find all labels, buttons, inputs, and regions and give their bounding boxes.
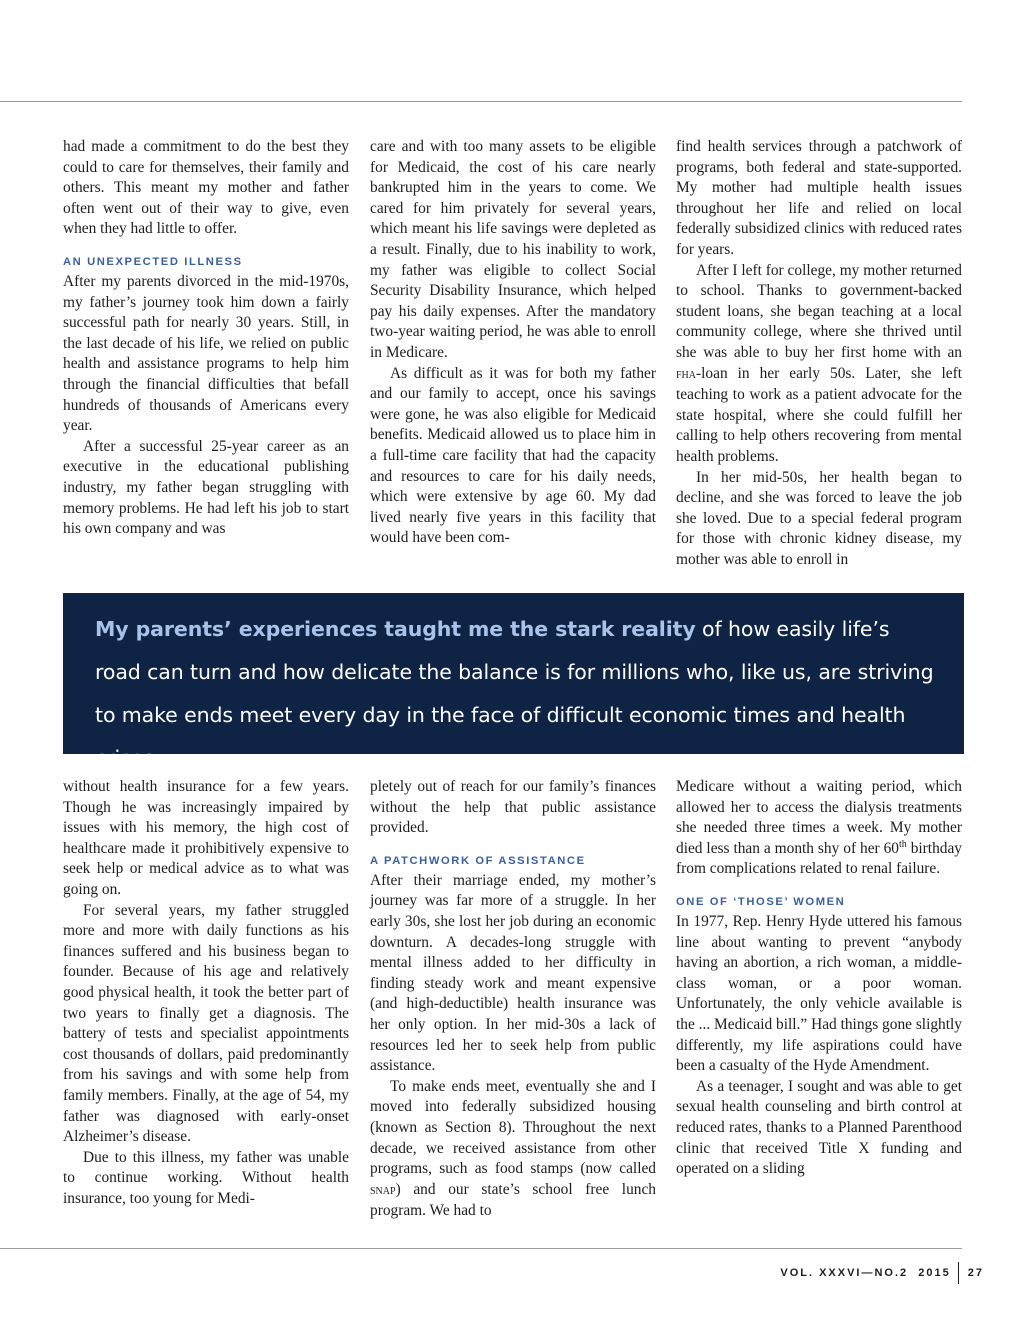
- paragraph-text: birthday from complications related to renal failure.: [676, 839, 962, 878]
- pull-quote-highlight: My parents’ experiences taught me the stark reality: [95, 617, 696, 641]
- page-number: 27: [967, 1267, 984, 1279]
- paragraph: [370, 1077, 656, 1222]
- superscript: th: [898, 838, 907, 850]
- paragraph-text: After I left for college, my mother returned to school. Thanks to government-backed student loans, she began teaching at a local community college, where she thrived until she was able to buy her first home with an: [676, 261, 962, 361]
- issue-label: VOL. XXXVI—NO.2 2015: [780, 1267, 951, 1279]
- abbreviation: snap: [370, 1182, 396, 1198]
- pull-quote-text: of how easily life’s road can turn and how delicate the balance is for millions who, like us, are striving to make ends meet every day in the face of difficult economic times and health crises.: [95, 617, 934, 770]
- paragraph: [676, 261, 962, 468]
- paragraph: For several years, my father struggled more and more with daily functions as his finances suffered and his business began to founder. Because of his age and relatively good physical health, it took the better part of two years to finally get a diagnosis. The battery of tests and specialist appointments cost thousands of dollars, paid predominantly from his savings and with some help from family members. Finally, at the age of 54, my father was diagnosed with early-onset Alzheimer’s disease.: [63, 901, 349, 1146]
- column-6: [676, 777, 962, 1180]
- paragraph: After a successful 25-year career as an executive in the educational publishing industry, my father began struggling with memory problems. He had left his job to start his own company and was: [63, 437, 349, 538]
- paragraph: After my parents divorced in the mid-1970s, my father’s journey took him down a fairly successful path for nearly 30 years. Still, in the last decade of his life, we relied on public health and assistance programs to help him through the financial difficulties that befall hundreds of thousands of Americans every year.: [63, 272, 349, 435]
- paragraph: [676, 777, 962, 880]
- column-3: [676, 137, 962, 570]
- paragraph: find health services through a patchwork of programs, both federal and state-supported. My mother had multiple health issues throughout her life and relied on local federally subsidized clinics with reduced rates for years.: [676, 138, 962, 258]
- page-footer: [780, 1262, 984, 1284]
- paragraph: Due to this illness, my father was unable to continue working. Without health insurance, too young for Medi-: [63, 1148, 349, 1207]
- abbreviation: fha: [676, 366, 697, 382]
- section-heading: ONE OF ‘THOSE’ WOMEN: [676, 895, 846, 908]
- paragraph-text: -loan in her early 50s. Later, she left teaching to work as a patient advocate for the state hospital, where she could fulfill her calling to help others recovering from mental health problems.: [676, 364, 962, 465]
- paragraph: pletely out of reach for our family’s finances without the help that public assistance provided.: [370, 778, 656, 837]
- pull-quote: [63, 593, 964, 770]
- section-heading: AN UNEXPECTED ILLNESS: [63, 255, 243, 268]
- top-rule: [0, 101, 962, 102]
- section-heading: A PATCHWORK OF ASSISTANCE: [370, 854, 586, 867]
- paragraph-text: ) and our state’s school free lunch program. We had to: [370, 1180, 656, 1220]
- paragraph: had made a commitment to do the best they could to care for themselves, their family and others. This meant my mother and father often went out of their way to give, even when they had little to offer.: [63, 138, 349, 238]
- paragraph: As a teenager, I sought and was able to get sexual health counseling and birth control at reduced rates, thanks to a Planned Parenthood clinic that received Title X funding and operated on a sliding: [676, 1077, 962, 1178]
- paragraph: As difficult as it was for both my father and our family to accept, once his savings were gone, he was also eligible for Medicaid benefits. Medicaid allowed us to place him in a full-time care facility that had the capacity and resources to care for his daily needs, which were extensive by age 60. My dad lived nearly five years in this facility that would have been com-: [370, 364, 656, 547]
- paragraph-text: Medicare without a waiting period, which allowed her to access the dialysis treatments she needed three times a week. My mother died less than a month shy of her 60: [676, 778, 962, 857]
- paragraph: In 1977, Rep. Henry Hyde uttered his famous line about wanting to prevent “anybody having an abortion, a rich woman, a middle-class woman, or a poor woman. Unfortunately, the only vehicle available is the ... Medicaid bill.” Had things gone slightly differently, my life aspirations could have been a casualty of the Hyde Amendment.: [676, 912, 962, 1075]
- paragraph: After their marriage ended, my mother’s journey was far more of a struggle. In her early 30s, she lost her job during an economic downturn. A decades-long struggle with mental illness added to her difficulty in finding steady work and meant expensive (and high-deductible) health insurance was her only option. In her mid-30s a lack of resources led her to seek help from public assistance.: [370, 871, 656, 1075]
- paragraph: without health insurance for a few years. Though he was increasingly impaired by issues with his memory, the high cost of healthcare made it prohibitively expensive to seek help or medical advice as to what was going on.: [63, 778, 349, 898]
- paragraph-text: To make ends meet, eventually she and I moved into federally subsidized housing (known as Section 8). Throughout the next decade, we received assistance from other programs, such as food stamps (now called: [370, 1077, 656, 1178]
- paragraph: care and with too many assets to be eligible for Medicaid, the cost of his care nearly bankrupted him in the years to come. We cared for him privately for several years, which meant his life savings were depleted as a result. Finally, due to his inability to work, my father was eligible to collect Social Security Disability Insurance, which helped pay his daily expenses. After the mandatory two-year waiting period, he was able to enroll in Medicare.: [370, 138, 656, 361]
- column-5: [370, 777, 656, 1222]
- bottom-rule: [0, 1248, 962, 1249]
- paragraph: In her mid-50s, her health began to decline, and she was forced to leave the job she loved. Due to a special federal program for those with chronic kidney disease, my mother was able to enroll in: [676, 468, 962, 568]
- column-2: [370, 137, 656, 549]
- column-4: [63, 777, 349, 1209]
- footer-divider: [958, 1262, 959, 1284]
- column-1: [63, 137, 349, 540]
